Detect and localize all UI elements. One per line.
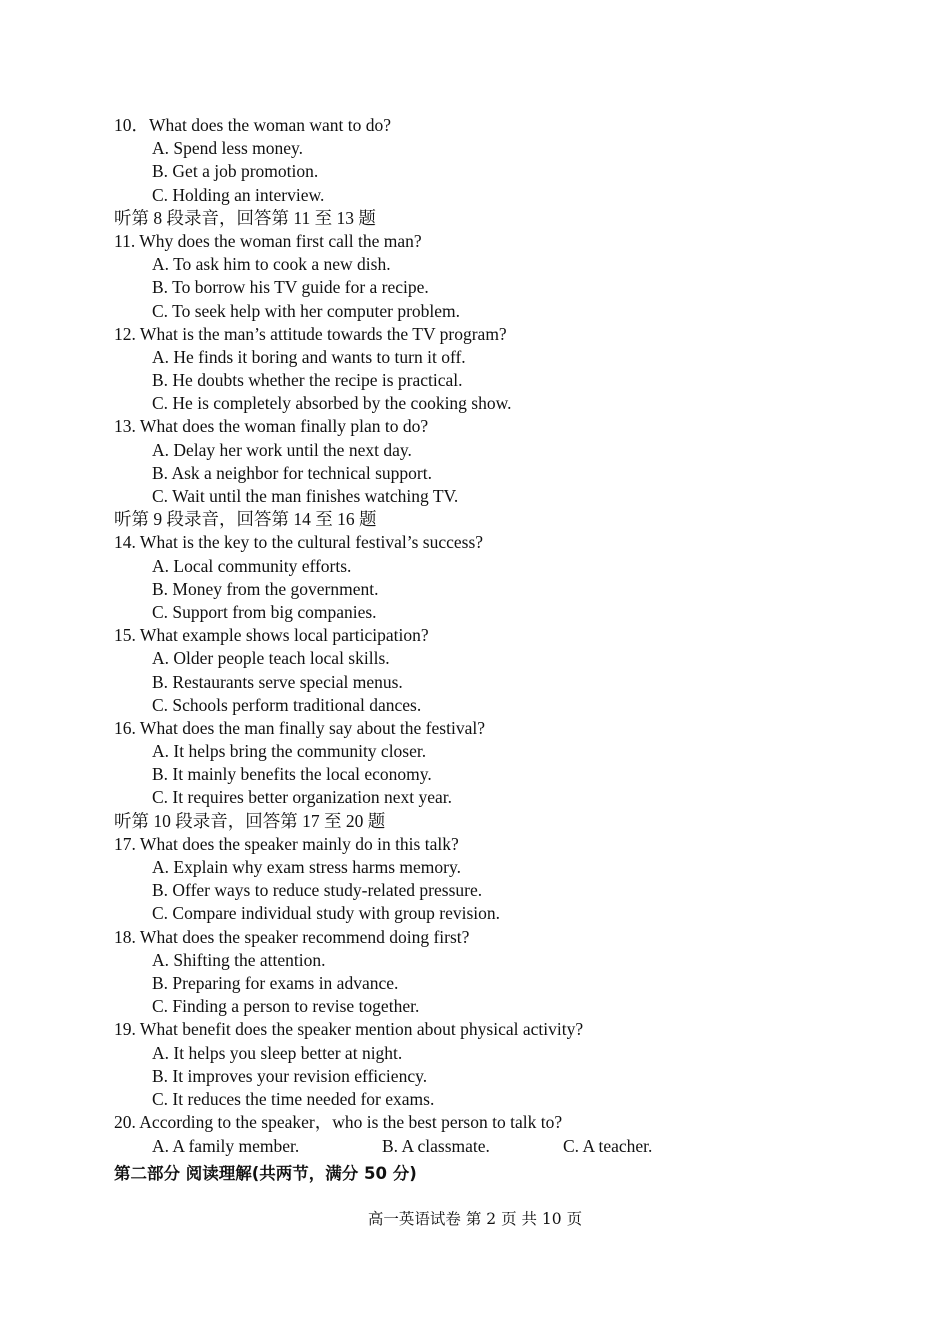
question-text: 20. According to the speaker，who is the best person to talk to? — [114, 1112, 563, 1133]
answer-option: C. Support from big companies. — [152, 601, 377, 622]
exam-page-content — [114, 114, 874, 1187]
answer-option: C. Finding a person to revise together. — [152, 996, 420, 1017]
answer-option: C. Wait until the man finishes watching TV. — [152, 486, 459, 506]
page-footer: 高一英语试卷 第 2 页 共 10 页 — [367, 1210, 583, 1228]
answer-option: B. Preparing for exams in advance. — [152, 972, 399, 993]
answer-option: C. Compare individual study with group revision. — [152, 903, 501, 924]
section-heading: 第二部分 阅读理解(共两节，满分 50 分) — [114, 1164, 417, 1184]
q20-options-row — [114, 1134, 874, 1159]
answer-option: A. Delay her work until the next day. — [152, 439, 412, 460]
answer-option: A. Local community efforts. — [152, 555, 352, 576]
question-text: 11. Why does the woman first call the man? — [114, 230, 422, 251]
q20-option-c: C. A teacher. — [563, 1136, 653, 1157]
answer-option: B. Offer ways to reduce study-related pressure. — [152, 880, 483, 901]
question-text: 18. What does the speaker recommend doing first? — [114, 926, 470, 947]
answer-option: A. Shifting the attention. — [152, 949, 326, 970]
listening-instruction: 听第 9 段录音，回答第 14 至 16 题 — [114, 509, 377, 530]
answer-option: A. It helps bring the community closer. — [152, 741, 427, 762]
question-text: 16. What does the man finally say about the festival? — [114, 717, 485, 738]
question-text: 15. What example shows local participation? — [114, 625, 429, 646]
q20-option-b: B. A classmate. — [382, 1136, 490, 1157]
listening-instruction: 听第 8 段录音，回答第 11 至 13 题 — [114, 207, 376, 228]
answer-option: C. To seek help with her computer problem. — [152, 300, 461, 321]
answer-option: B. To borrow his TV guide for a recipe. — [152, 277, 429, 298]
answer-option: A. To ask him to cook a new dish. — [152, 254, 391, 275]
question-text: 14. What is the key to the cultural festival’s success? — [114, 532, 484, 553]
question-list — [114, 114, 874, 1134]
answer-option: B. He doubts whether the recipe is practical. — [152, 370, 463, 391]
question-text: 13. What does the woman finally plan to do? — [114, 416, 429, 437]
answer-option: B. Money from the government. — [152, 578, 379, 599]
answer-option: C. Schools perform traditional dances. — [152, 694, 422, 715]
answer-option: B. It mainly benefits the local economy. — [152, 764, 432, 785]
answer-option: C. It requires better organization next year. — [152, 787, 452, 808]
answer-option: A. Older people teach local skills. — [152, 648, 390, 669]
answer-option: A. It helps you sleep better at night. — [152, 1042, 403, 1063]
question-text: 17. What does the speaker mainly do in this talk? — [114, 833, 459, 854]
answer-option: B. Get a job promotion. — [152, 161, 319, 182]
answer-option: B. Ask a neighbor for technical support. — [152, 462, 432, 483]
answer-option: A. He finds it boring and wants to turn it off. — [152, 346, 466, 367]
question-text: 10．What does the woman want to do? — [114, 115, 392, 135]
q20-option-a: A. A family member. — [152, 1136, 300, 1157]
question-text: 19. What benefit does the speaker mention about physical activity? — [114, 1019, 584, 1040]
answer-option: A. Explain why exam stress harms memory. — [152, 857, 461, 877]
answer-option: B. Restaurants serve special menus. — [152, 671, 403, 692]
answer-option: C. Holding an interview. — [152, 184, 325, 205]
listening-instruction: 听第 10 段录音，回答第 17 至 20 题 — [114, 810, 386, 831]
answer-option: C. It reduces the time needed for exams. — [152, 1088, 435, 1109]
answer-option: A. Spend less money. — [152, 138, 304, 159]
question-text: 12. What is the man’s attitude towards the TV program? — [114, 323, 507, 344]
answer-option: C. He is completely absorbed by the cooking show. — [152, 393, 512, 414]
answer-option: B. It improves your revision efficiency. — [152, 1065, 428, 1086]
